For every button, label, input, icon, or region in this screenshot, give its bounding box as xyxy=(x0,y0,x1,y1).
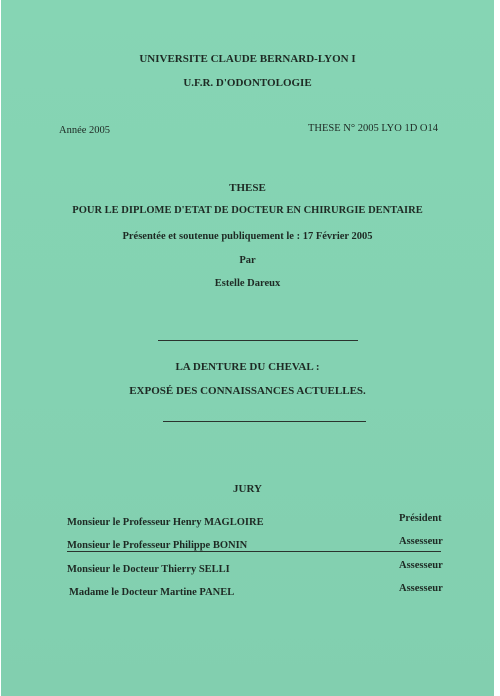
faculty-name: U.F.R. D'ODONTOLOGIE xyxy=(183,77,312,89)
university-name: UNIVERSITE CLAUDE BERNARD-LYON I xyxy=(139,53,356,65)
title-line-1: LA DENTURE DU CHEVAL : xyxy=(175,361,320,373)
author-name: Estelle Dareux xyxy=(214,278,281,289)
by-label: Par xyxy=(239,255,256,266)
thesis-heading: THESE xyxy=(229,182,266,194)
title-bottom-rule xyxy=(163,421,366,422)
jury-member-role: Président xyxy=(399,513,442,524)
presentation-line: Présentée et soutenue publiquement le : 17 Février 2005 xyxy=(122,231,373,242)
jury-member-role: Assesseur xyxy=(399,536,443,547)
title-top-rule xyxy=(158,340,358,341)
thesis-cover-page xyxy=(1,0,497,696)
thesis-number: THESE N° 2005 LYO 1D O14 xyxy=(308,123,439,134)
jury-heading: JURY xyxy=(233,483,262,495)
year-label: Année 2005 xyxy=(59,125,111,136)
diploma-line: POUR LE DIPLOME D'ETAT DE DOCTEUR EN CHIRURGIE DENTAIRE xyxy=(72,205,423,216)
jury-member-name: Monsieur le Professeur Philippe BONIN xyxy=(67,540,248,551)
jury-member-name: Monsieur le Docteur Thierry SELLI xyxy=(67,564,230,575)
title-line-2: EXPOSÉ DES CONNAISSANCES ACTUELLES. xyxy=(129,385,366,397)
jury-underline-rule xyxy=(67,551,441,552)
jury-member-name: Monsieur le Professeur Henry MAGLOIRE xyxy=(67,517,264,528)
jury-member-name: Madame le Docteur Martine PANEL xyxy=(69,587,235,598)
jury-member-role: Assesseur xyxy=(399,560,443,571)
jury-member-role: Assesseur xyxy=(399,583,443,594)
